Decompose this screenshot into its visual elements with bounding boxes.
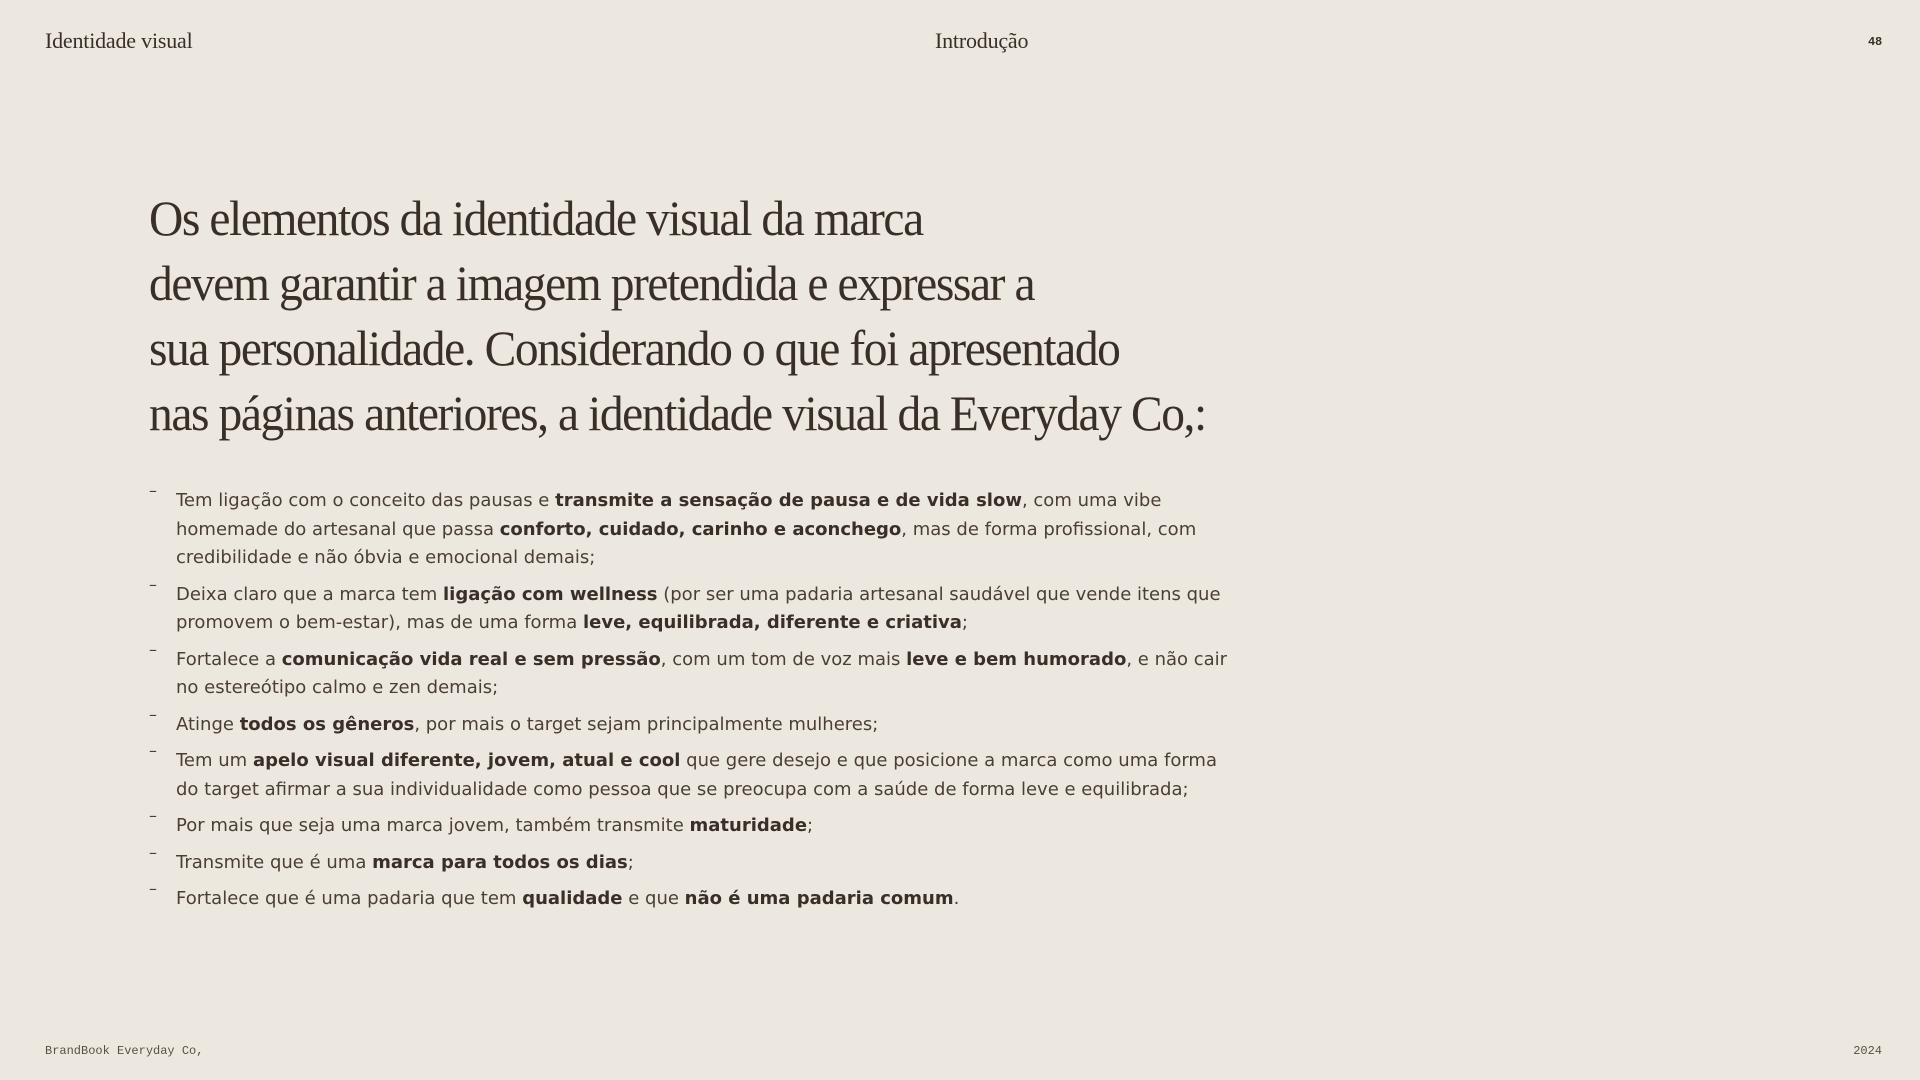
bullet-item [149, 487, 1229, 573]
bullet-list [149, 487, 1229, 922]
dash-bullet-icon [149, 808, 157, 824]
dash-bullet-icon [149, 483, 157, 499]
bullet-text: Fortalece que é uma padaria que tem [176, 888, 523, 909]
headline-line: nas páginas anteriores, a identidade visual da Everyday Co,: [149, 385, 1206, 441]
bullet-item [149, 711, 1229, 740]
chapter-title: Introdução [935, 28, 1029, 53]
bullet-text: , mas de forma profissional, com credibilidade e não óbvia e emocional demais; [176, 518, 1197, 568]
headline-line: sua personalidade. Considerando o que foi apresentado [149, 320, 1120, 376]
bullet-emphasis: qualidade [522, 888, 623, 909]
bullet-item [149, 885, 1229, 914]
bullet-text: Por mais que seja uma marca jovem, também transmite [176, 815, 690, 836]
dash-bullet-icon [149, 881, 157, 897]
bullet-text: ; [807, 815, 814, 836]
bullet-text: , com uma vibe homemade do artesanal que passa [176, 490, 1162, 540]
bullet-text: ; [627, 851, 634, 873]
bullet-text: Tem ligação com o conceito das pausas e [176, 490, 556, 511]
bullet-text: e que [622, 888, 685, 909]
bullet-text: que gere desejo e que posicione a marca como uma forma do target afirmar a sua individualidade como pessoa que se preocupa com a saúde de forma leve e equilibrada; [176, 750, 1217, 800]
headline-line: Os elementos da identidade visual da marca [149, 190, 923, 246]
dash-bullet-icon [149, 707, 157, 723]
bullet-item [149, 747, 1229, 804]
page-number: 48 [1867, 35, 1882, 49]
bullet-text: Fortalece a [176, 648, 282, 670]
bullet-emphasis: todos os gêneros [239, 713, 415, 735]
bullet-emphasis: conforto, cuidado, carinho e aconchego [499, 518, 902, 540]
bullet-item [149, 812, 1229, 841]
document-year: 2024 [1853, 1044, 1882, 1058]
bullet-emphasis: transmite a sensação de pausa e de vida slow [555, 490, 1022, 511]
headline [149, 186, 1289, 446]
bullet-emphasis: leve e bem humorado [906, 648, 1127, 670]
bullet-text: , por mais o target sejam principalmente mulheres; [414, 713, 879, 735]
section-title: Identidade visual [45, 28, 193, 53]
bullet-emphasis: não é uma padaria comum [684, 888, 954, 909]
dash-bullet-icon [149, 642, 157, 658]
bullet-text: Atinge [176, 713, 240, 735]
bullet-item [149, 581, 1229, 638]
bullet-emphasis: marca para todos os dias [372, 851, 628, 873]
headline-line: devem garantir a imagem pretendida e expressar a [149, 255, 1035, 311]
dash-bullet-icon [149, 577, 157, 593]
dash-bullet-icon [149, 743, 157, 759]
bullet-text: Deixa claro que a marca tem [176, 583, 443, 605]
bullet-text: , com um tom de voz mais [660, 648, 907, 670]
bullet-text: Tem um [176, 750, 253, 771]
bullet-emphasis: leve, equilibrada, diferente e criativa [582, 612, 962, 633]
bullet-emphasis: ligação com wellness [443, 583, 658, 605]
bullet-text: (por ser uma padaria artesanal saudável que vende itens que promovem o bem-estar), mas de uma forma [176, 583, 1221, 633]
bullet-text: ; [961, 612, 968, 633]
bullet-emphasis: comunicação vida real e sem pressão [281, 648, 661, 670]
bullet-text: Transmite que é uma [176, 851, 373, 873]
bullet-item [149, 646, 1229, 703]
dash-bullet-icon [149, 845, 157, 861]
bullet-emphasis: apelo visual diferente, jovem, atual e cool [252, 750, 681, 771]
bullet-item [149, 849, 1229, 878]
document-name: BrandBook Everyday Co, [45, 1044, 204, 1058]
bullet-text: . [953, 888, 960, 909]
bullet-emphasis: maturidade [689, 815, 808, 836]
bullet-text: , e não cair no estereótipo calmo e zen demais; [176, 648, 1228, 698]
